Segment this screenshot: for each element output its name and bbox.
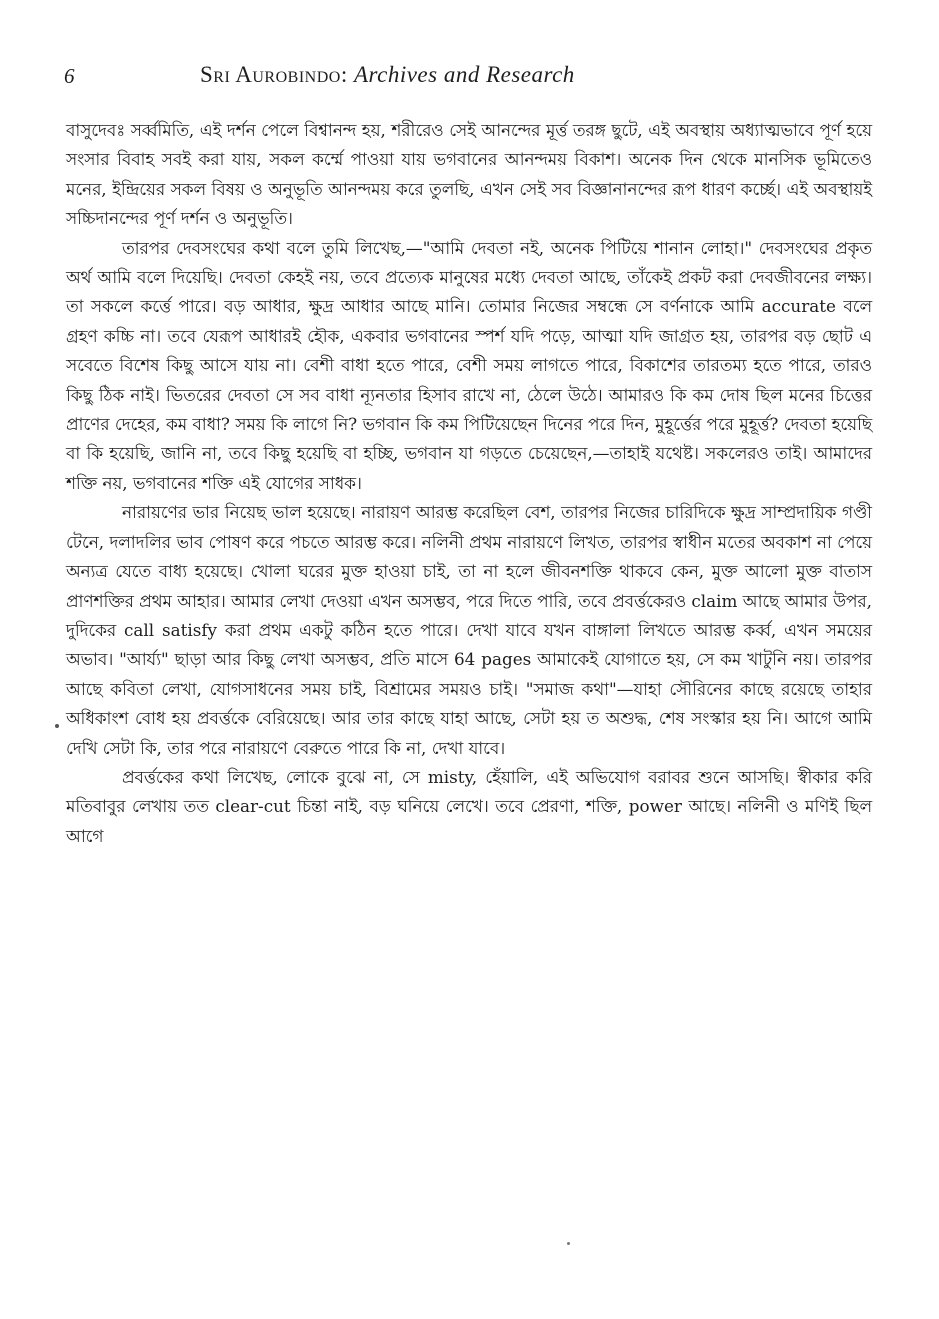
running-head-separator: : <box>340 62 348 87</box>
running-head-title: Archives and Research <box>353 62 575 87</box>
paragraph: তারপর দেবসংঘের কথা বলে তুমি লিখেছ,—"আমি দেবতা নই, অনেক পিটিয়ে শানান লোহা।" দেবসংঘের প্রকৃত অর্থ আমি বলে দিয়েছি। দেবতা কেহই নয়, তবে প্রত্যেক মানুষের মধ্যে দেবতা আছে, তাঁকেই প্রকট করা দেবজীবনের লক্ষ্য। তা সকলে কর্ত্তে পারে। বড় আধার, ক্ষুদ্র আধার আছে মানি। তোমার নিজের সম্বন্ধে সে বর্ণনাকে আমি accurate বলে গ্রহণ কচ্চি না। তবে যেরূপ আধারই হৌক, একবার ভগবানের স্পর্শ যদি পড়ে, আত্মা যদি জাগ্রত হয়, তারপর বড় ছোট এ সবেতে বিশেষ কিছু আসে যায় না। বেশী বাধা হতে পারে, বেশী সময় লাগতে পারে, বিকাশের তারতম্য হতে পারে, তারও কিছু ঠিক নাই। ভিতরের দেবতা সে সব বাধা ন্যূনতার হিসাব রাখে না, ঠেলে উঠে। আমারও কি কম দোষ ছিল মনের চিত্তের প্রাণের দেহের, কম বাধা? সময় কি লাগে নি? ভগবান কি কম পিটিয়েছেন দিনের পরে দিন, মুহূর্ত্তের পরে মুহূর্ত্ত? দেবতা হয়েছি বা কি হয়েছি, জানি না, তবে কিছু হয়েছি বা হচ্ছি, ভগবান যা গড়তে চেয়েছেন,—তাহাই যথেষ্ট। সকলেরও তাই। আমাদের শক্তি নয়, ভগবানের শক্তি এই যোগের সাধক। <box>66 237 872 493</box>
paragraph: নারায়ণের ভার নিয়েছ ভাল হয়েছে। নারায়ণ আরম্ভ করেছিল বেশ, তারপর নিজের চারিদিকে ক্ষুদ্র সাম্প্রদায়িক গণ্ডী টেনে, দলাদলির ভাব পোষণ করে পচতে আরম্ভ করে। নলিনী প্রথম নারায়ণে লিখত, তারপর স্বাধীন মতের অবকাশ না পেয়ে অন্যত্র যেতে বাধ্য হয়েছে। খোলা ঘরের মুক্ত হাওয়া চাই, তা না হলে জীবনশক্তি থাকবে কেন, মুক্ত আলো মুক্ত বাতাস প্রাণশক্তির প্রথম আহার। আমার লেখা দেওয়া এখন অসম্ভব, পরে দিতে পারি, তবে প্রবর্ত্তকেরও claim আছে আমার উপর, দুদিকের call satisfy করা প্রথম একটু কঠিন হতে পারে। দেখা যাবে যখন বাঙ্গালা লিখতে আরম্ভ কর্ব্ব, এখন সময়ের অভাব। "আর্য্য" ছাড়া আর কিছু লেখা অসম্ভব, প্রতি মাসে 64 pages আমাকেই যোগাতে হয়, সে কম খাটুনি নয়। তারপর আছে কবিতা লেখা, যোগসাধনের সময় চাই, বিশ্রামের সময়ও চাই। "সমাজ কথা"—যাহা সৌরিনের কাছে রয়েছে তাহার অধিকাংশ বোধ হয় প্রবর্ত্তকে বেরিয়েছে। আর তার কাছে যাহা আছে, সেটা হয় ত অশুদ্ধ, শেষ সংস্কার হয় নি। আগে আমি দেখি সেটা কি, তার পরে নারায়ণে বেরুতে পারে কি না, দেখা যাবে। <box>66 502 872 758</box>
scan-speck <box>567 1242 570 1245</box>
body-text <box>66 116 872 851</box>
running-head-author: Sri Aurobindo <box>200 62 341 87</box>
paragraph: বাসুদেবঃ সর্ব্বমিতি, এই দর্শন পেলে বিশ্বানন্দ হয়, শরীরেও সেই আনন্দের মূর্ত্ত তরঙ্গ ছুটে, এই অবস্থায় অধ্যাত্মভাবে পূর্ণ হয়ে সংসার বিবাহ সবই করা যায়, সকল কর্ম্মে পাওয়া যায় ভগবানের আনন্দময় বিকাশ। অনেক দিন থেকে মানসিক ভূমিতেও মনের, ইন্দ্রিয়ের সকল বিষয় ও অনুভূতি আনন্দময় করে তুলছি, এখন সেই সব বিজ্ঞানানন্দের রূপ ধারণ কর্চ্ছে। এই অবস্থায়ই সচ্চিদানন্দের পূর্ণ দর্শন ও অনুভূতি। <box>66 120 872 229</box>
paragraph: প্রবর্ত্তকের কথা লিখেছ, লোকে বুঝে না, সে misty, হেঁয়ালি, এই অভিযোগ বরাবর শুনে আসছি। স্বীকার করি মতিবাবুর লেখায় তত clear-cut চিন্তা নাই, বড় ঘনিয়ে লেখে। তবে প্রেরণা, শক্তি, power আছে। নলিনী ও মণিই ছিল আগে <box>66 766 872 846</box>
page-number: 6 <box>64 64 75 88</box>
margin-mark <box>55 724 59 728</box>
running-head <box>200 62 760 88</box>
